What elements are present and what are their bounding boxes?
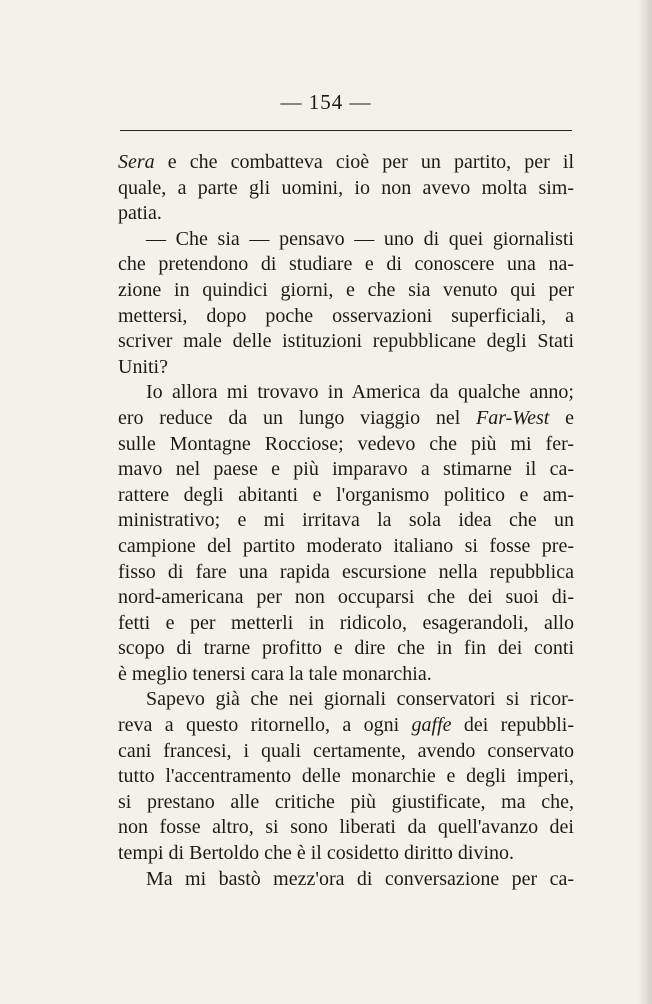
text-line: [118, 252, 574, 278]
text-line: [118, 739, 574, 765]
text-line: [118, 432, 574, 458]
text-segment: sulle Montagne Rocciose; vedevo che più mi fer-: [118, 432, 574, 455]
text-line: [118, 560, 574, 586]
text-segment: Uniti?: [118, 355, 168, 378]
text-segment: fisso di fare una rapida escursione nella repubblica: [118, 560, 574, 583]
text-line: [118, 764, 574, 790]
text-segment: zione in quindici giorni, e che sia venuto qui per: [118, 278, 574, 301]
text-segment: patia.: [118, 202, 162, 225]
paragraph: [118, 867, 574, 893]
text-segment: mettersi, dopo poche osservazioni superficiali, a: [118, 304, 574, 327]
text-segment: si prestano alle critiche più giustificate, ma che,: [118, 790, 574, 813]
text-segment: nord-americana per non occuparsi che dei suoi di-: [118, 586, 574, 609]
text-segment: cani francesi, i quali certamente, avendo conservato: [118, 739, 574, 762]
text-segment: e: [549, 406, 574, 429]
text-line: [118, 585, 574, 611]
body-text: [118, 150, 574, 892]
text-line: [118, 483, 574, 509]
text-line: [118, 508, 574, 534]
text-line: [118, 227, 574, 253]
text-segment: campione del partito moderato italiano si fosse pre-: [118, 534, 574, 557]
text-segment: scopo di trarne profitto e dire che in fin dei conti: [118, 637, 574, 660]
text-line: [118, 611, 574, 637]
paragraph: [118, 227, 574, 381]
text-line: [118, 304, 574, 330]
text-segment: tutto l'accentramento delle monarchie e degli imperi,: [118, 765, 574, 788]
text-segment: dei repubbli-: [451, 714, 574, 737]
italic-text: gaffe: [411, 714, 452, 737]
text-line: [118, 636, 574, 662]
text-segment: — Che sia — pensavo — uno di quei giornalisti: [146, 227, 574, 250]
text-line: [118, 201, 574, 227]
text-line: [118, 713, 574, 739]
paragraph: [118, 150, 574, 227]
text-segment: e che combatteva cioè per un partito, per il: [154, 151, 574, 173]
text-line: [118, 278, 574, 304]
text-line: [118, 790, 574, 816]
text-line: [118, 534, 574, 560]
text-line: [118, 355, 574, 381]
text-line: [118, 815, 574, 841]
text-line: [118, 867, 574, 893]
text-segment: è meglio tenersi cara la tale monarchia.: [118, 662, 432, 685]
text-segment: scriver male delle istituzioni repubblicane degli Stati: [118, 330, 574, 353]
text-segment: Io allora mi trovavo in America da qualche anno;: [146, 381, 574, 404]
text-segment: ministrativo; e mi irritava la sola idea che un: [118, 509, 574, 532]
page-number: — 154 —: [280, 90, 372, 114]
text-segment: che pretendono di studiare e di conoscere una na-: [118, 253, 574, 276]
text-line: [118, 329, 574, 355]
page-edge-shadow: [638, 0, 652, 1004]
text-line: [118, 406, 574, 432]
text-line: [118, 457, 574, 483]
text-line: [118, 176, 574, 202]
text-segment: Ma mi bastò mezz'ora di conversazione per ca-: [146, 867, 574, 890]
text-segment: ero reduce da un lungo viaggio nel: [118, 406, 477, 429]
text-segment: non fosse altro, si sono liberati da quell'avanzo dei: [118, 816, 574, 839]
paragraph: [118, 687, 574, 866]
text-line: [118, 841, 574, 867]
italic-text: Sera: [118, 151, 155, 173]
text-line: [118, 687, 574, 713]
text-segment: Sapevo già che nei giornali conservatori si ricor-: [146, 688, 574, 711]
text-line: [118, 150, 574, 176]
text-segment: mavo nel paese e più imparavo a stimarne il ca-: [118, 458, 574, 481]
text-segment: fetti e per metterli in ridicolo, esagerandoli, allo: [118, 611, 574, 634]
text-segment: quale, a parte gli uomini, io non avevo molta sim-: [118, 176, 574, 199]
italic-text: Far-West: [476, 406, 550, 429]
text-segment: tempi di Bertoldo che è il cosidetto diritto divino.: [118, 842, 515, 865]
paragraph: [118, 380, 574, 687]
text-segment: reva a questo ritornello, a ogni: [118, 714, 412, 737]
text-line: [118, 380, 574, 406]
header-rule: [120, 130, 572, 131]
text-segment: rattere degli abitanti e l'organismo politico e am-: [118, 483, 574, 506]
text-line: [118, 662, 574, 688]
